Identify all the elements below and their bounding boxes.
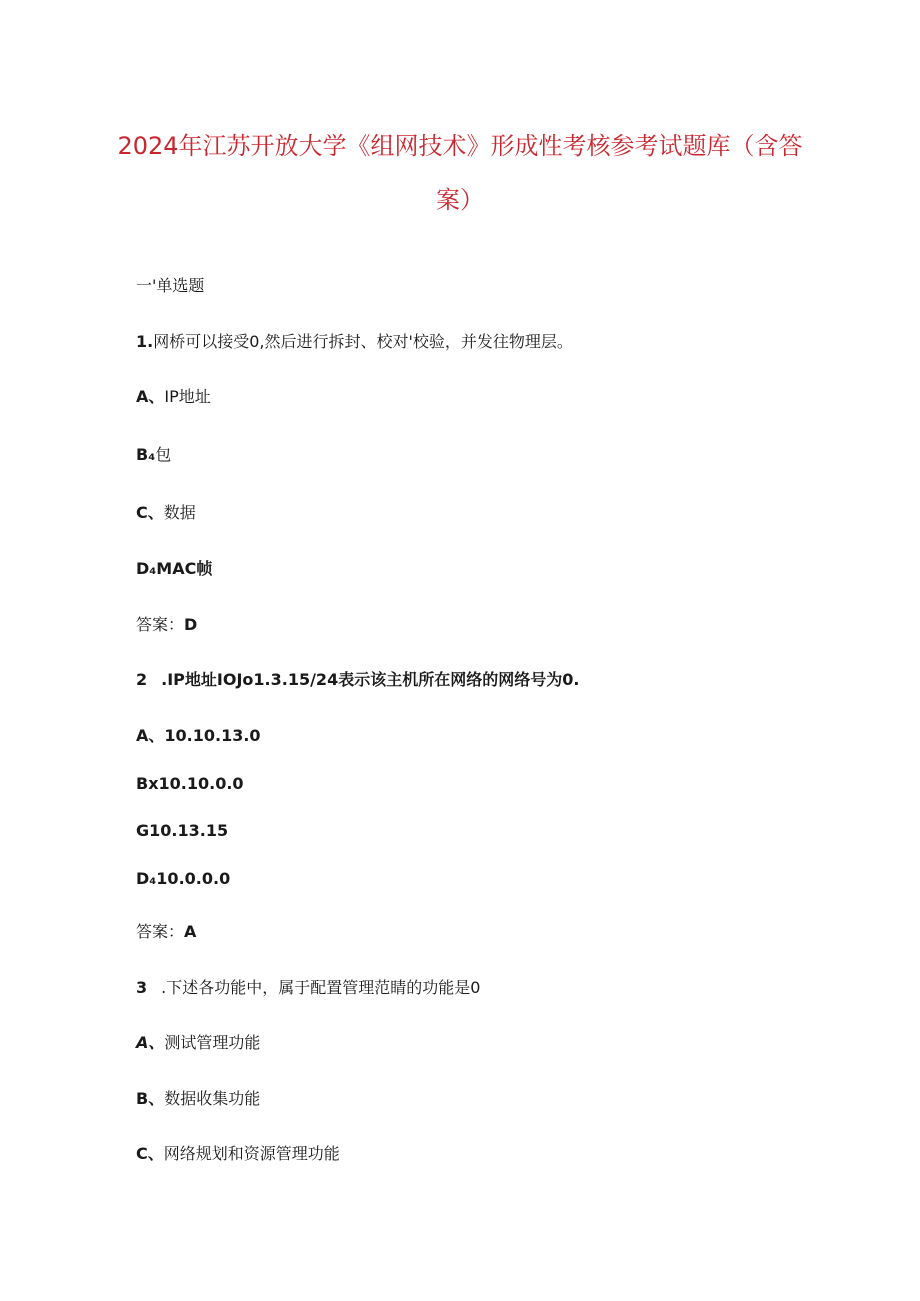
option-label: C、 xyxy=(136,1144,164,1163)
option-text: 数据收集功能 xyxy=(164,1089,261,1108)
answer-value: A xyxy=(184,922,197,941)
question-2-text: .IP地址IOJo1.3.15/24表示该主机所在网络的网络号为0. xyxy=(161,670,580,689)
document-title-line-2: 案） xyxy=(436,186,484,214)
q1-option-c xyxy=(136,500,196,523)
q1-option-b xyxy=(136,442,171,465)
question-3-number: 3 xyxy=(136,978,148,997)
question-2 xyxy=(136,667,579,690)
option-text: 10.10.0.0 xyxy=(158,774,244,793)
q1-option-a xyxy=(136,384,211,407)
q3-option-c xyxy=(136,1141,340,1164)
q2-option-a xyxy=(136,723,261,746)
option-label: A、 xyxy=(136,387,165,406)
answer-value: D xyxy=(184,615,198,634)
option-label: G xyxy=(136,821,150,840)
option-label: B₄ xyxy=(136,445,156,464)
option-text: 10.0.0.0 xyxy=(156,869,231,888)
option-label: A、 xyxy=(136,726,165,745)
option-label: Bx xyxy=(136,774,159,793)
section-heading: 一'单选题 xyxy=(136,276,205,295)
q1-option-d xyxy=(136,556,212,579)
question-1 xyxy=(136,329,573,352)
option-text: IP地址 xyxy=(164,387,211,406)
q2-option-d xyxy=(136,869,230,888)
option-label: D₄ xyxy=(136,869,157,888)
option-label: A、 xyxy=(136,1033,165,1052)
q3-option-a xyxy=(136,1030,260,1053)
option-text: 包 xyxy=(155,445,172,464)
option-text: MAC帧 xyxy=(156,559,213,578)
question-3 xyxy=(136,975,480,998)
question-3-text: .下述各功能中，属于配置管理范睛的功能是0 xyxy=(161,978,481,997)
question-1-text: 网桥可以接受0,然后进行拆封、校对'校验，并发往物理层。 xyxy=(153,332,573,351)
option-text: 网络规划和资源管理功能 xyxy=(163,1144,340,1163)
option-label: D₄ xyxy=(136,559,157,578)
option-label: B、 xyxy=(136,1089,165,1108)
question-2-number: 2 xyxy=(136,670,148,689)
option-label: C、 xyxy=(136,503,164,522)
q2-answer xyxy=(136,919,196,942)
q3-option-b xyxy=(136,1086,260,1109)
q2-option-c xyxy=(136,821,228,840)
option-text: 数据 xyxy=(163,503,196,522)
q2-option-b xyxy=(136,774,244,793)
option-text: 测试管理功能 xyxy=(164,1033,261,1052)
option-text: 10.13.15 xyxy=(149,821,229,840)
answer-label: 答案： xyxy=(136,922,185,941)
document-title-line-1: 2024年江苏开放大学《组网技术》形成性考核参考试题库（含答 xyxy=(117,132,803,160)
q1-answer xyxy=(136,612,197,635)
answer-label: 答案： xyxy=(136,615,185,634)
question-1-number: 1. xyxy=(136,332,154,351)
option-text: 10.10.13.0 xyxy=(164,726,261,745)
